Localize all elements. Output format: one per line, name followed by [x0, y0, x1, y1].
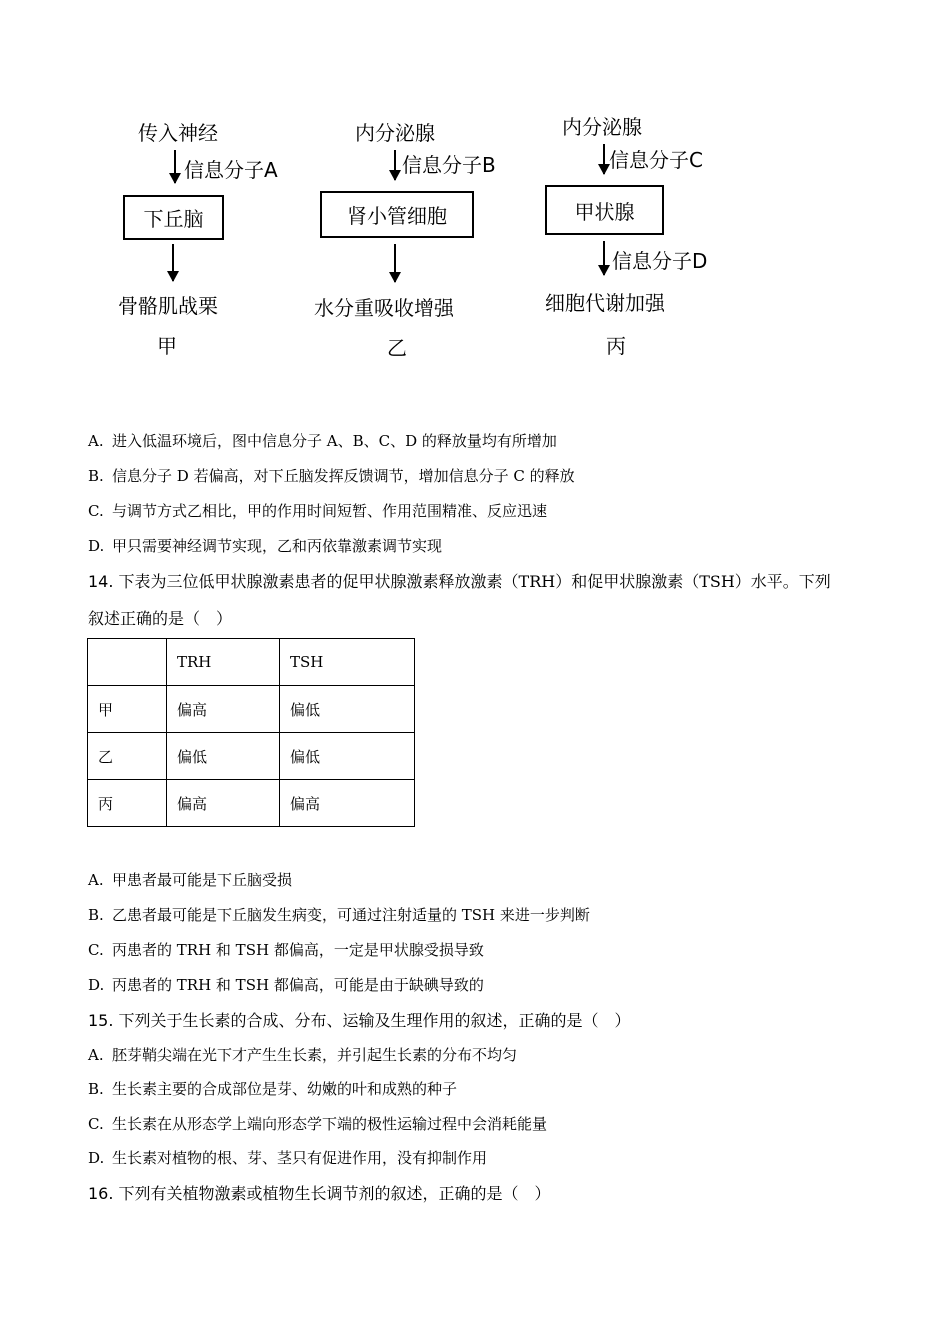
bing-top-label: 内分泌腺	[562, 115, 642, 139]
yi-caption: 乙	[387, 336, 407, 360]
q14-table	[87, 638, 415, 827]
q14-option-c: C. 丙患者的 TRH 和 TSH 都偏高，一定是甲状腺受损导致	[88, 941, 484, 959]
yi-arrow-2	[394, 244, 396, 282]
q14-stem-line2: 叙述正确的是（ ）	[88, 609, 233, 628]
bing-signal-label: 信息分子C	[609, 148, 703, 172]
yi-arrow-1	[394, 150, 396, 180]
q13-option-c: C. 与调节方式乙相比，甲的作用时间短暂、作用范围精准、反应迅速	[88, 502, 548, 520]
q15-option-b: B. 生长素主要的合成部位是芽、幼嫩的叶和成熟的种子	[88, 1080, 458, 1098]
q13-option-d: D. 甲只需要神经调节实现，乙和丙依靠激素调节实现	[88, 537, 443, 555]
bing-box	[545, 185, 664, 235]
table-cell: 偏低	[280, 686, 415, 733]
jia-signal-label: 信息分子A	[184, 158, 278, 182]
q15-stem: 15. 下列关于生长素的合成、分布、运输及生理作用的叙述，正确的是（ ）	[88, 1011, 631, 1030]
yi-signal-label: 信息分子B	[402, 153, 496, 177]
bing-arrow-1	[603, 144, 605, 174]
bing-arrow-2	[603, 241, 605, 275]
jia-bottom-label: 骨骼肌战栗	[118, 294, 218, 318]
table-cell: 偏高	[280, 780, 415, 827]
jia-arrow-2	[172, 244, 174, 281]
table-row	[88, 780, 415, 827]
yi-box	[320, 191, 474, 238]
table-header-trh: TRH	[167, 639, 280, 686]
q14-option-a: A. 甲患者最可能是下丘脑受损	[88, 871, 293, 889]
bing-signal2-label: 信息分子D	[612, 249, 708, 273]
bing-bottom-label: 细胞代谢加强	[545, 291, 665, 315]
q15-option-a: A. 胚芽鞘尖端在光下才产生生长素，并引起生长素的分布不均匀	[88, 1046, 518, 1064]
q14-option-d: D. 丙患者的 TRH 和 TSH 都偏高，可能是由于缺碘导致的	[88, 976, 484, 994]
table-row	[88, 686, 415, 733]
table-header-tsh: TSH	[280, 639, 415, 686]
q14-stem-line1: 14. 下表为三位低甲状腺激素患者的促甲状腺激素释放激素（TRH）和促甲状腺激素（TSH）水平。下列	[88, 572, 831, 591]
q15-option-c: C. 生长素在从形态学上端向形态学下端的极性运输过程中会消耗能量	[88, 1115, 548, 1133]
table-cell: 乙	[88, 733, 167, 780]
table-cell: 偏高	[167, 686, 280, 733]
jia-box-label: 下丘脑	[143, 207, 204, 231]
table-cell	[88, 639, 167, 686]
q13-option-b: B. 信息分子 D 若偏高，对下丘脑发挥反馈调节，增加信息分子 C 的释放	[88, 467, 575, 485]
table-header-row	[88, 639, 415, 686]
yi-bottom-label: 水分重吸收增强	[314, 296, 454, 320]
q15-option-d: D. 生长素对植物的根、芽、茎只有促进作用，没有抑制作用	[88, 1149, 488, 1167]
q14-option-b: B. 乙患者最可能是下丘脑发生病变，可通过注射适量的 TSH 来进一步判断	[88, 906, 590, 924]
table-cell: 丙	[88, 780, 167, 827]
jia-arrow-1	[174, 150, 176, 183]
yi-top-label: 内分泌腺	[355, 121, 435, 145]
table-cell: 偏低	[167, 733, 280, 780]
bing-caption: 丙	[606, 334, 626, 358]
table-cell: 偏低	[280, 733, 415, 780]
table-cell: 偏高	[167, 780, 280, 827]
jia-top-label: 传入神经	[138, 121, 218, 145]
jia-caption: 甲	[157, 334, 177, 358]
yi-box-label: 肾小管细胞	[347, 204, 447, 228]
jia-box	[123, 195, 224, 240]
table-cell: 甲	[88, 686, 167, 733]
q13-option-a: A. 进入低温环境后，图中信息分子 A、B、C、D 的释放量均有所增加	[88, 432, 557, 450]
bing-box-label: 甲状腺	[574, 199, 635, 224]
q16-stem: 16. 下列有关植物激素或植物生长调节剂的叙述，正确的是（ ）	[88, 1184, 551, 1203]
table-row	[88, 733, 415, 780]
